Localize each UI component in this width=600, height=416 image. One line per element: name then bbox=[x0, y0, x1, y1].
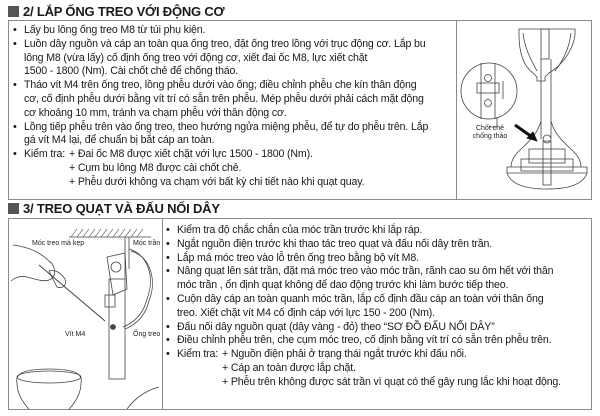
line: cơ khoảng 10 mm, tránh va chạm phễu với thân động cơ. bbox=[24, 106, 287, 119]
section-3-heading bbox=[8, 201, 220, 216]
list-item bbox=[165, 224, 590, 238]
label-pipe: Ống treo bbox=[133, 331, 161, 338]
check-item bbox=[12, 148, 457, 189]
line: 1500 - 1800 (Nm). Cài chốt chẻ để chống tháo. bbox=[24, 65, 239, 78]
line: • Nâng quạt lên sát trần, đặt má móc treo vào móc trần, rãnh cao su ôm hết với thân bbox=[177, 265, 554, 278]
section-3-instructions bbox=[165, 224, 590, 390]
line: • Luồn dây nguồn và cáp an toàn qua ống treo, đặt ống treo lồng với trục động cơ. Lắp bu bbox=[24, 37, 426, 50]
line: lông M8 (vừa lấy) cố định ống treo với động cơ, xiết đai ốc M8, lực xiết chặt bbox=[24, 51, 368, 64]
section-3-divider bbox=[162, 218, 163, 410]
label-screw-m4: Vít M4 bbox=[65, 331, 86, 338]
list-item bbox=[12, 121, 457, 149]
line: • Điều chỉnh phễu trên, che cụm móc treo, cố định bằng vít trí có sẵn trên phễu trên. bbox=[177, 334, 552, 347]
check-label: • Kiểm tra: bbox=[177, 348, 219, 361]
line: • Đấu nối dây nguồn quạt (dây vàng - đỏ) theo “SƠ ĐỒ ĐẤU NỐI DÂY” bbox=[177, 320, 495, 333]
label-hook-clamp: Móc treo má kẹp bbox=[32, 240, 85, 247]
check-subitem: + Nguồn điện phải ở trạng thái ngắt trước khi đấu nối. bbox=[222, 348, 467, 361]
check-subitem: + Đai ốc M8 được xiết chặt với lực 1500 - 1800 (Nm). bbox=[69, 148, 313, 161]
list-item bbox=[165, 265, 590, 293]
section-2-heading bbox=[8, 4, 224, 19]
list-item bbox=[165, 238, 590, 252]
list-item bbox=[12, 24, 457, 38]
line: • Cuộn dây cáp an toàn quanh móc trần, lắp cố định đầu cáp an toàn với thân ống bbox=[177, 292, 544, 305]
line: • Lấy bu lông ống treo M8 từ túi phụ kiện. bbox=[24, 24, 206, 36]
list-item bbox=[165, 293, 590, 321]
line: treo. Xiết chặt vít M4 cố định cáp với lực 150 - 200 (Nm). bbox=[177, 306, 435, 319]
square-marker-icon bbox=[8, 6, 19, 17]
line: • Ngắt nguồn điện trước khi thao tác treo quạt và đấu nối dây trên trần. bbox=[177, 237, 493, 250]
check-label: • Kiểm tra: bbox=[24, 148, 66, 161]
list-item bbox=[165, 252, 590, 266]
list-item bbox=[12, 38, 457, 79]
square-marker-icon bbox=[8, 203, 19, 214]
section-2-instructions bbox=[12, 24, 457, 190]
cotter-pin-caption bbox=[470, 125, 510, 141]
caption-line: Chốt chẻ bbox=[475, 125, 505, 132]
label-ceiling-hook: Móc trần bbox=[133, 240, 161, 247]
list-item bbox=[12, 79, 457, 120]
line: • Tháo vít M4 trên ống treo, lồng phễu dưới vào ống; điều chỉnh phễu che kín thân động bbox=[24, 79, 417, 92]
line: • Lắp má móc treo vào lỗ trên ống treo bằng bộ vít M8. bbox=[177, 251, 419, 264]
line: • Lồng tiếp phễu trên vào ống treo, theo hướng ngửa miệng phễu, để tự do phễu trên. Lắp bbox=[24, 120, 429, 133]
line: cơ, cố định phễu dưới bằng vít trí có sẵn trên phễu. Mép phễu dưới phải cách mặt động bbox=[24, 92, 424, 105]
line: gá vít M4 lại, để chuẩn bị bắt cáp an toàn. bbox=[24, 134, 215, 147]
check-subitem: + Phễu trên không được sát trần vì quạt có thể gây rung lắc khi hoạt động. bbox=[222, 375, 561, 388]
check-subitem: + Cụm bu lông M8 được cài chốt chẻ. bbox=[69, 161, 242, 174]
motor-pipe-illustration bbox=[457, 21, 591, 199]
caption-line: chống tháo bbox=[472, 133, 508, 140]
section-3-title: 3/ TREO QUẠT VÀ ĐẤU NỐI DÂY bbox=[23, 201, 220, 216]
line: móc trần , ổn định quạt không để dao động trước khi làm bước tiếp theo. bbox=[177, 279, 509, 292]
check-subitem: + Cáp an toàn được lắp chặt. bbox=[222, 361, 356, 374]
list-item bbox=[165, 321, 590, 335]
section-2-title: 2/ LẮP ỐNG TREO VỚI ĐỘNG CƠ bbox=[23, 4, 225, 19]
check-subitem: + Phễu dưới không va chạm với bất kỳ chi tiết nào khi quạt quay. bbox=[69, 175, 365, 188]
check-item bbox=[165, 348, 590, 389]
list-item bbox=[165, 334, 590, 348]
line: • Kiểm tra độ chắc chắn của móc trần trước khi lắp ráp. bbox=[177, 224, 423, 236]
